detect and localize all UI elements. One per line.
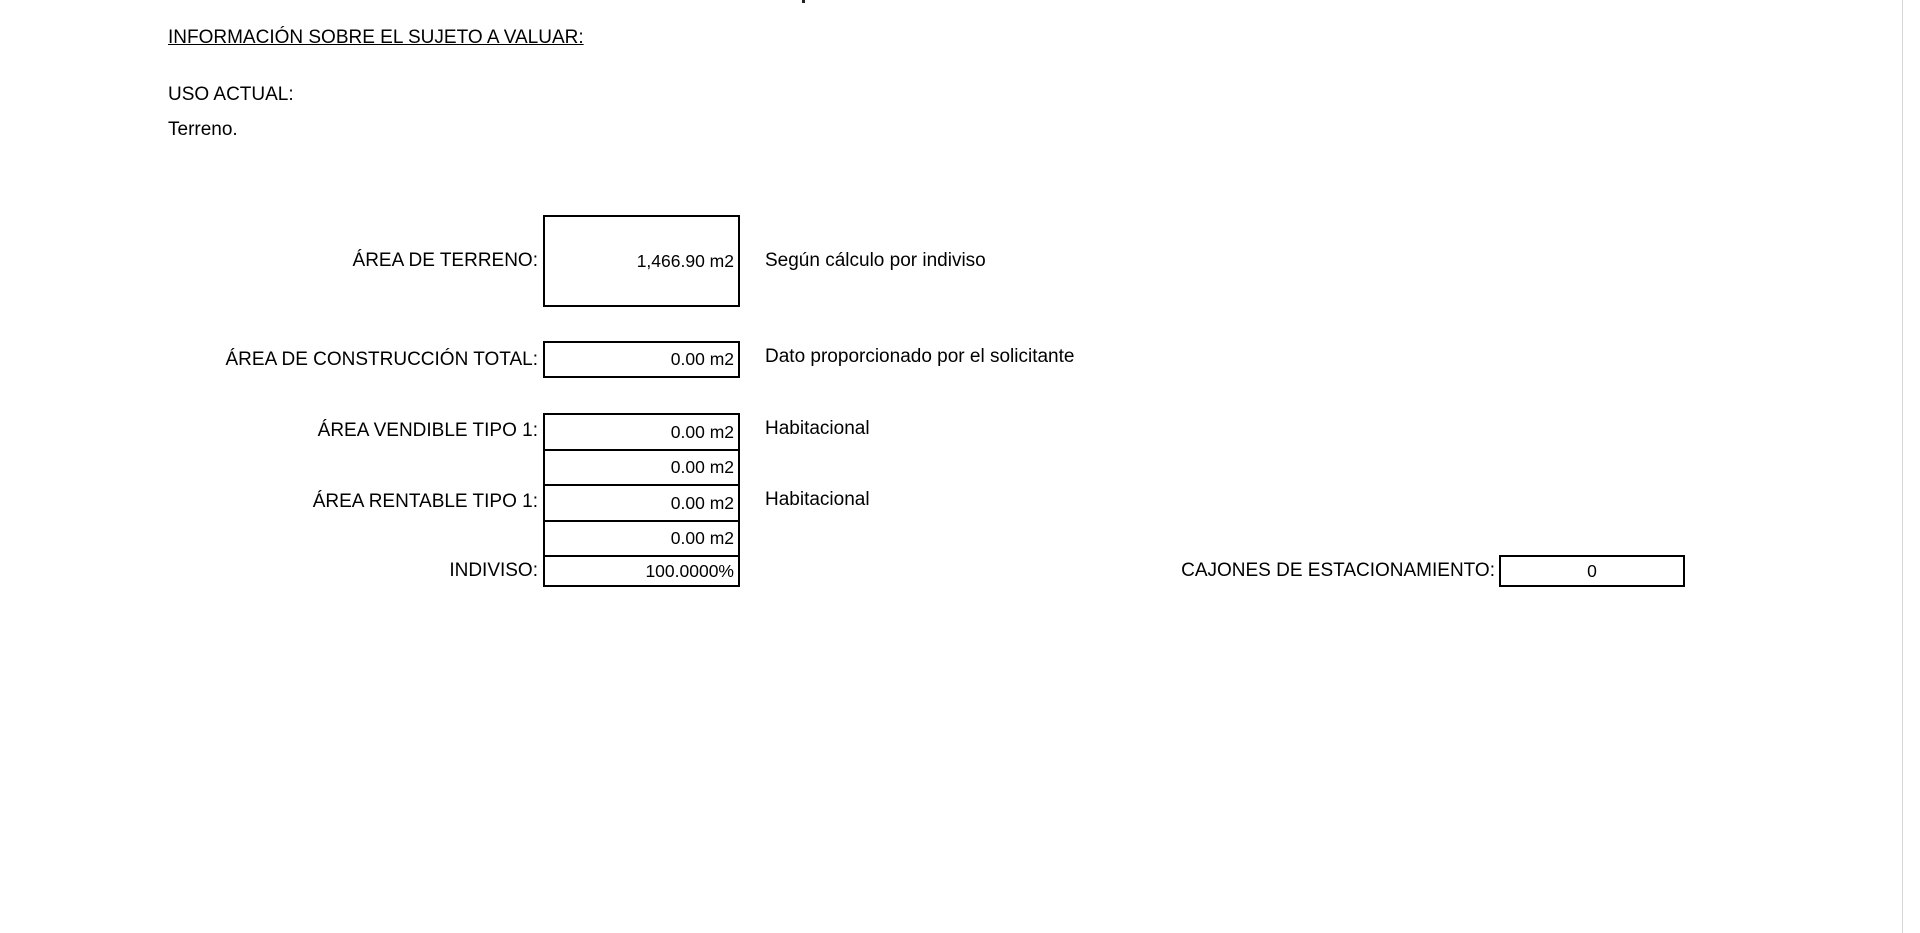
area-vendible-value: 0.00 m2 [543,413,740,451]
cajones-label: CAJONES DE ESTACIONAMIENTO: [1181,560,1495,581]
indiviso-label: INDIVISO: [449,560,538,581]
page-edge [1902,0,1903,933]
indiviso-value: 100.0000% [543,555,740,587]
area-construccion-value: 0.00 m2 [543,341,740,378]
area-construccion-note: Dato proporcionado por el solicitante [765,346,1075,367]
area-terreno-value: 1,466.90 m2 [543,215,740,307]
area-rentable-value-2: 0.00 m2 [543,520,740,557]
area-vendible-label: ÁREA VENDIBLE TIPO 1: [317,420,538,441]
area-rentable-label: ÁREA RENTABLE TIPO 1: [312,491,538,512]
area-construccion-label: ÁREA DE CONSTRUCCIÓN TOTAL: [225,349,538,370]
section-heading: INFORMACIÓN SOBRE EL SUJETO A VALUAR: [168,27,584,48]
area-vendible-value-2: 0.00 m2 [543,449,740,486]
cajones-value: 0 [1499,555,1685,587]
area-rentable-value: 0.00 m2 [543,484,740,522]
area-terreno-label: ÁREA DE TERRENO: [352,250,538,271]
area-terreno-note: Según cálculo por indiviso [765,250,986,271]
area-vendible-note: Habitacional [765,418,870,439]
area-rentable-note: Habitacional [765,489,870,510]
page-mark [802,0,805,3]
uso-actual-label: USO ACTUAL: [168,84,294,105]
uso-actual-value: Terreno. [168,119,238,140]
